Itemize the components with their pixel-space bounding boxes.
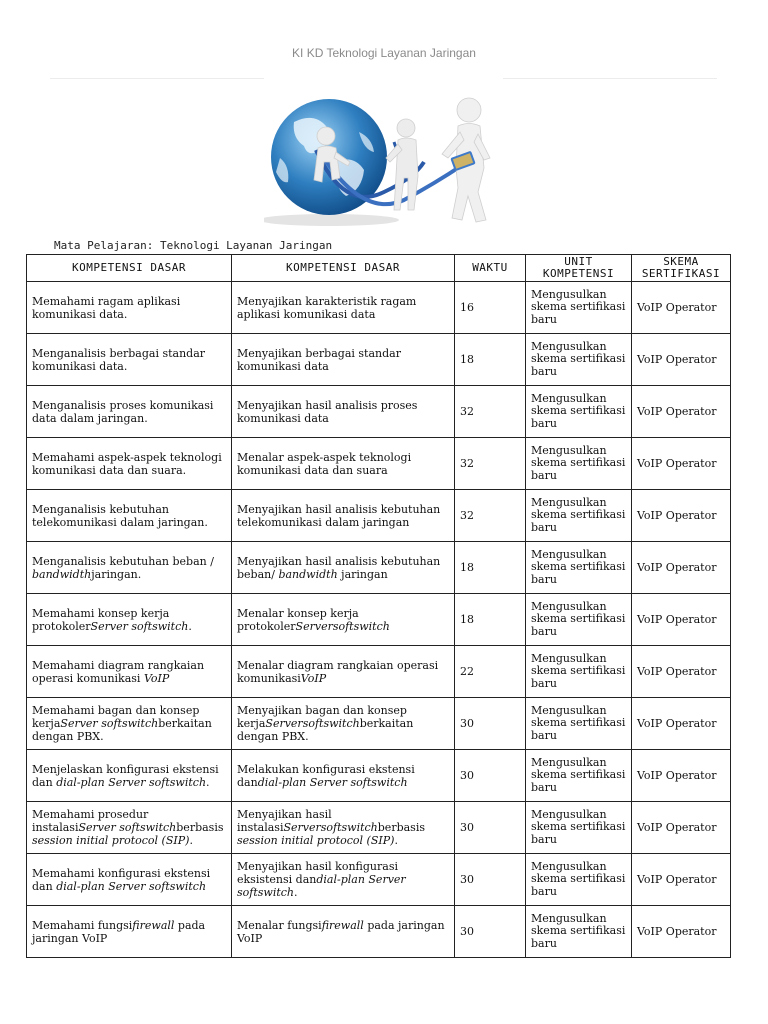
shadow: [264, 214, 399, 226]
kd3-cell: Menganalisis berbagai standar komunikasi data.: [27, 334, 232, 386]
kd3-cell: Memahami fungsifirewall pada jaringan VoIP: [27, 906, 232, 958]
unit-cell: Mengusulkan skema sertifikasi baru: [526, 750, 632, 802]
table-row: [27, 594, 731, 646]
kd4-cell: Menyajikan hasil analisis kebutuhan beban/ bandwidth jaringan: [232, 542, 455, 594]
table-row: [27, 802, 731, 854]
skema-cell: VoIP Operator: [632, 282, 731, 334]
waktu-cell: 18: [455, 542, 526, 594]
unit-cell: Mengusulkan skema sertifikasi baru: [526, 282, 632, 334]
table-row: [27, 386, 731, 438]
kd3-cell: Menjelaskan konfigurasi ekstensi dan dial-plan Server softswitch.: [27, 750, 232, 802]
skema-cell: VoIP Operator: [632, 854, 731, 906]
kd4-cell: Menyajikan hasil analisis proses komunikasi data: [232, 386, 455, 438]
table-row: [27, 906, 731, 958]
table-row: [27, 542, 731, 594]
skema-cell: VoIP Operator: [632, 646, 731, 698]
kd4-cell: Menyajikan karakteristik ragam aplikasi komunikasi data: [232, 282, 455, 334]
unit-cell: Mengusulkan skema sertifikasi baru: [526, 906, 632, 958]
kd3-cell: Menganalisis proses komunikasi data dalam jaringan.: [27, 386, 232, 438]
unit-cell: Mengusulkan skema sertifikasi baru: [526, 438, 632, 490]
figure-middle: [386, 119, 418, 210]
header-divider-right: [503, 78, 717, 79]
table-row: [27, 334, 731, 386]
header-waktu: WAKTU: [455, 255, 526, 282]
kd4-cell: Menyajikan bagan dan konsep kerjaServersoftswitchberkaitan dengan PBX.: [232, 698, 455, 750]
network-illustration: [264, 92, 504, 228]
header-unit-kompetensi: UNIT KOMPETENSI: [526, 255, 632, 282]
skema-cell: VoIP Operator: [632, 438, 731, 490]
unit-cell: Mengusulkan skema sertifikasi baru: [526, 646, 632, 698]
header-divider-left: [50, 78, 264, 79]
waktu-cell: 30: [455, 750, 526, 802]
unit-cell: Mengusulkan skema sertifikasi baru: [526, 854, 632, 906]
skema-cell: VoIP Operator: [632, 386, 731, 438]
skema-cell: VoIP Operator: [632, 490, 731, 542]
kd3-cell: Menganalisis kebutuhan beban / bandwidthjaringan.: [27, 542, 232, 594]
unit-cell: Mengusulkan skema sertifikasi baru: [526, 698, 632, 750]
skema-cell: VoIP Operator: [632, 802, 731, 854]
kd4-cell: Menalar aspek-aspek teknologi komunikasi data dan suara: [232, 438, 455, 490]
waktu-cell: 30: [455, 906, 526, 958]
kd4-cell: Menyajikan hasil konfigurasi eksistensi dandial-plan Server softswitch.: [232, 854, 455, 906]
unit-cell: Mengusulkan skema sertifikasi baru: [526, 802, 632, 854]
header-kompetensi-dasar-3: KOMPETENSI DASAR: [27, 255, 232, 282]
kd3-cell: Memahami diagram rangkaian operasi komunikasi VoIP: [27, 646, 232, 698]
kd3-cell: Memahami konfigurasi ekstensi dan dial-plan Server softswitch: [27, 854, 232, 906]
skema-cell: VoIP Operator: [632, 334, 731, 386]
table-row: [27, 750, 731, 802]
waktu-cell: 18: [455, 334, 526, 386]
table-row: [27, 646, 731, 698]
kd4-cell: Menalar fungsifirewall pada jaringan VoIP: [232, 906, 455, 958]
kd4-cell: Menalar konsep kerja protokolerServersoftswitch: [232, 594, 455, 646]
unit-cell: Mengusulkan skema sertifikasi baru: [526, 490, 632, 542]
competency-table: [26, 254, 731, 958]
table-header-row: [27, 255, 731, 282]
kd3-cell: Memahami bagan dan konsep kerjaServer softswitchberkaitan dengan PBX.: [27, 698, 232, 750]
waktu-cell: 30: [455, 854, 526, 906]
skema-cell: VoIP Operator: [632, 906, 731, 958]
kd3-cell: Menganalisis kebutuhan telekomunikasi dalam jaringan.: [27, 490, 232, 542]
header-skema-sertifikasi: SKEMA SERTIFIKASI: [632, 255, 731, 282]
table-row: [27, 698, 731, 750]
waktu-cell: 16: [455, 282, 526, 334]
waktu-cell: 18: [455, 594, 526, 646]
skema-cell: VoIP Operator: [632, 594, 731, 646]
kd4-cell: Menyajikan hasil analisis kebutuhan telekomunikasi dalam jaringan: [232, 490, 455, 542]
skema-cell: VoIP Operator: [632, 542, 731, 594]
waktu-cell: 30: [455, 698, 526, 750]
waktu-cell: 22: [455, 646, 526, 698]
kd4-cell: Menyajikan berbagai standar komunikasi data: [232, 334, 455, 386]
kd4-cell: Menalar diagram rangkaian operasi komunikasiVoIP: [232, 646, 455, 698]
waktu-cell: 30: [455, 802, 526, 854]
table-row: [27, 854, 731, 906]
unit-cell: Mengusulkan skema sertifikasi baru: [526, 542, 632, 594]
page-header-title: KI KD Teknologi Layanan Jaringan: [292, 46, 476, 60]
table-row: [27, 490, 731, 542]
unit-cell: Mengusulkan skema sertifikasi baru: [526, 594, 632, 646]
subject-label: Mata Pelajaran: Teknologi Layanan Jaringan: [54, 239, 333, 252]
skema-cell: VoIP Operator: [632, 698, 731, 750]
waktu-cell: 32: [455, 490, 526, 542]
skema-cell: VoIP Operator: [632, 750, 731, 802]
kd4-cell: Menyajikan hasil instalasiServersoftswitchberbasis session initial protocol (SIP).: [232, 802, 455, 854]
table-row: [27, 438, 731, 490]
kd3-cell: Memahami aspek-aspek teknologi komunikasi data dan suara.: [27, 438, 232, 490]
unit-cell: Mengusulkan skema sertifikasi baru: [526, 386, 632, 438]
unit-cell: Mengusulkan skema sertifikasi baru: [526, 334, 632, 386]
kd3-cell: Memahami ragam aplikasi komunikasi data.: [27, 282, 232, 334]
kd4-cell: Melakukan konfigurasi ekstensi dandial-plan Server softswitch: [232, 750, 455, 802]
waktu-cell: 32: [455, 386, 526, 438]
header-kompetensi-dasar-4: KOMPETENSI DASAR: [232, 255, 455, 282]
waktu-cell: 32: [455, 438, 526, 490]
kd3-cell: Memahami konsep kerja protokolerServer softswitch.: [27, 594, 232, 646]
table-row: [27, 282, 731, 334]
kd3-cell: Memahami prosedur instalasiServer softswitchberbasis session initial protocol (SIP).: [27, 802, 232, 854]
